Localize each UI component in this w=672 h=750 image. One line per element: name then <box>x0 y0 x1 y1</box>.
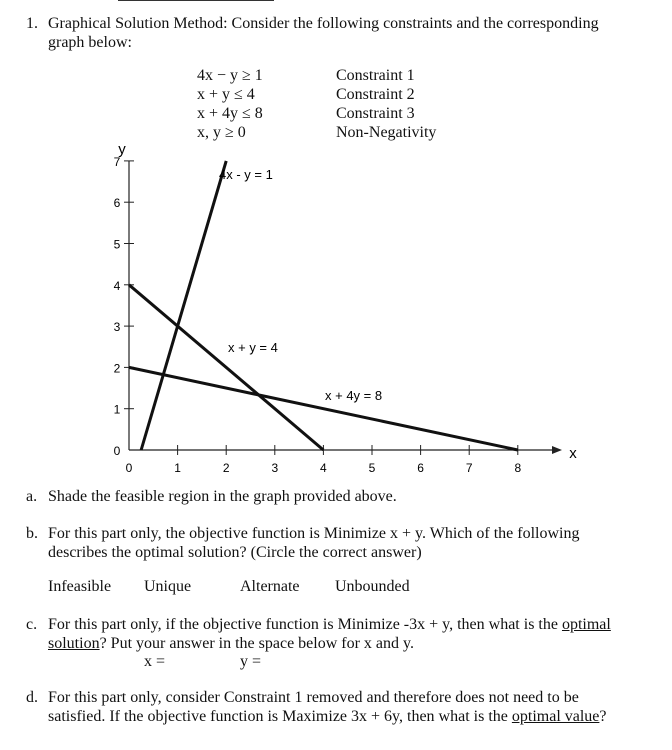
part-c-label: c. <box>26 616 38 633</box>
y-tick-label: 2 <box>113 361 121 376</box>
constraint-4-name: Non-Negativity <box>336 124 437 141</box>
y-tick-label: 7 <box>113 154 121 169</box>
y-tick-label: 1 <box>113 402 121 417</box>
constraint-2-expr: x + y ≤ 4 <box>197 86 255 103</box>
top-rule <box>118 0 274 1</box>
x-tick-label: 4 <box>320 461 327 475</box>
x-tick-label: 3 <box>271 461 279 475</box>
constraint-1-expr: 4x − y ≥ 1 <box>197 67 263 84</box>
part-c-line1: For this part only, if the objective function is Minimize -3x + y, then what is the <box>48 616 558 633</box>
line-label-c3: x + 4y = 8 <box>325 388 383 403</box>
line-label-c1: 4x - y = 1 <box>219 167 273 182</box>
constraint-3-name: Constraint 3 <box>336 105 415 122</box>
part-d-line1: For this part only, consider Constraint 1 removed and therefore does not need to be <box>48 689 579 706</box>
x-tick-label: 1 <box>174 461 181 475</box>
part-a-label: a. <box>26 488 38 505</box>
y-tick-label: 3 <box>113 320 121 335</box>
x-axis-label: x <box>569 445 577 462</box>
option-infeasible[interactable]: Infeasible <box>48 578 112 595</box>
x-tick-label: 7 <box>465 461 473 475</box>
constraint-4-expr: x, y ≥ 0 <box>197 124 246 141</box>
question-number: 1. <box>26 15 38 32</box>
y-tick-label: 4 <box>113 278 121 293</box>
constraint-1-name: Constraint 1 <box>336 67 415 84</box>
x-tick-label: 6 <box>417 461 424 475</box>
x-axis-arrow <box>552 446 562 454</box>
option-unique[interactable]: Unique <box>144 578 192 595</box>
part-d-optimal-value: optimal value <box>511 708 600 725</box>
part-c-solution: solution <box>48 635 100 652</box>
question-title-line2: graph below: <box>48 34 132 51</box>
constraint-3-line <box>129 367 518 450</box>
question-title-line1: Graphical Solution Method: Consider the following constraints and the corresponding <box>48 15 599 32</box>
x-tick-label: 5 <box>368 461 376 475</box>
part-d-line2: satisfied. If the objective function is Maximize 3x + 6y, then what is the <box>48 708 508 725</box>
line-label-c2: x + y = 4 <box>228 340 278 355</box>
constraint-graph <box>0 130 672 490</box>
y-tick-label: 5 <box>113 237 121 252</box>
part-c-optimal: optimal <box>561 616 611 633</box>
constraint-2-name: Constraint 2 <box>336 86 415 103</box>
y-tick-label: 6 <box>113 196 121 211</box>
answer-y-label: y = <box>240 653 262 670</box>
option-unbounded[interactable]: Unbounded <box>335 578 410 595</box>
y-axis-label: y <box>118 141 126 158</box>
x-tick-label: 0 <box>125 461 133 475</box>
option-alternate[interactable]: Alternate <box>240 578 300 595</box>
answer-x-label: x = <box>144 653 166 670</box>
part-d-label: d. <box>26 689 38 706</box>
constraint-2-line <box>129 285 323 450</box>
part-b-label: b. <box>26 525 38 542</box>
part-a-text: Shade the feasible region in the graph provided above. <box>48 488 397 505</box>
part-b-line1: For this part only, the objective function is Minimize x + y. Which of the following <box>48 525 580 542</box>
constraint-3-expr: x + 4y ≤ 8 <box>197 105 263 122</box>
part-c-line2: ? Put your answer in the space below for x and y. <box>99 635 414 652</box>
x-tick-label: 2 <box>222 461 230 475</box>
part-b-line2: describes the optimal solution? (Circle the correct answer) <box>48 544 422 561</box>
x-tick-label: 8 <box>514 461 522 475</box>
y-tick-label: 0 <box>113 444 121 458</box>
part-d-qmark: ? <box>599 708 607 725</box>
